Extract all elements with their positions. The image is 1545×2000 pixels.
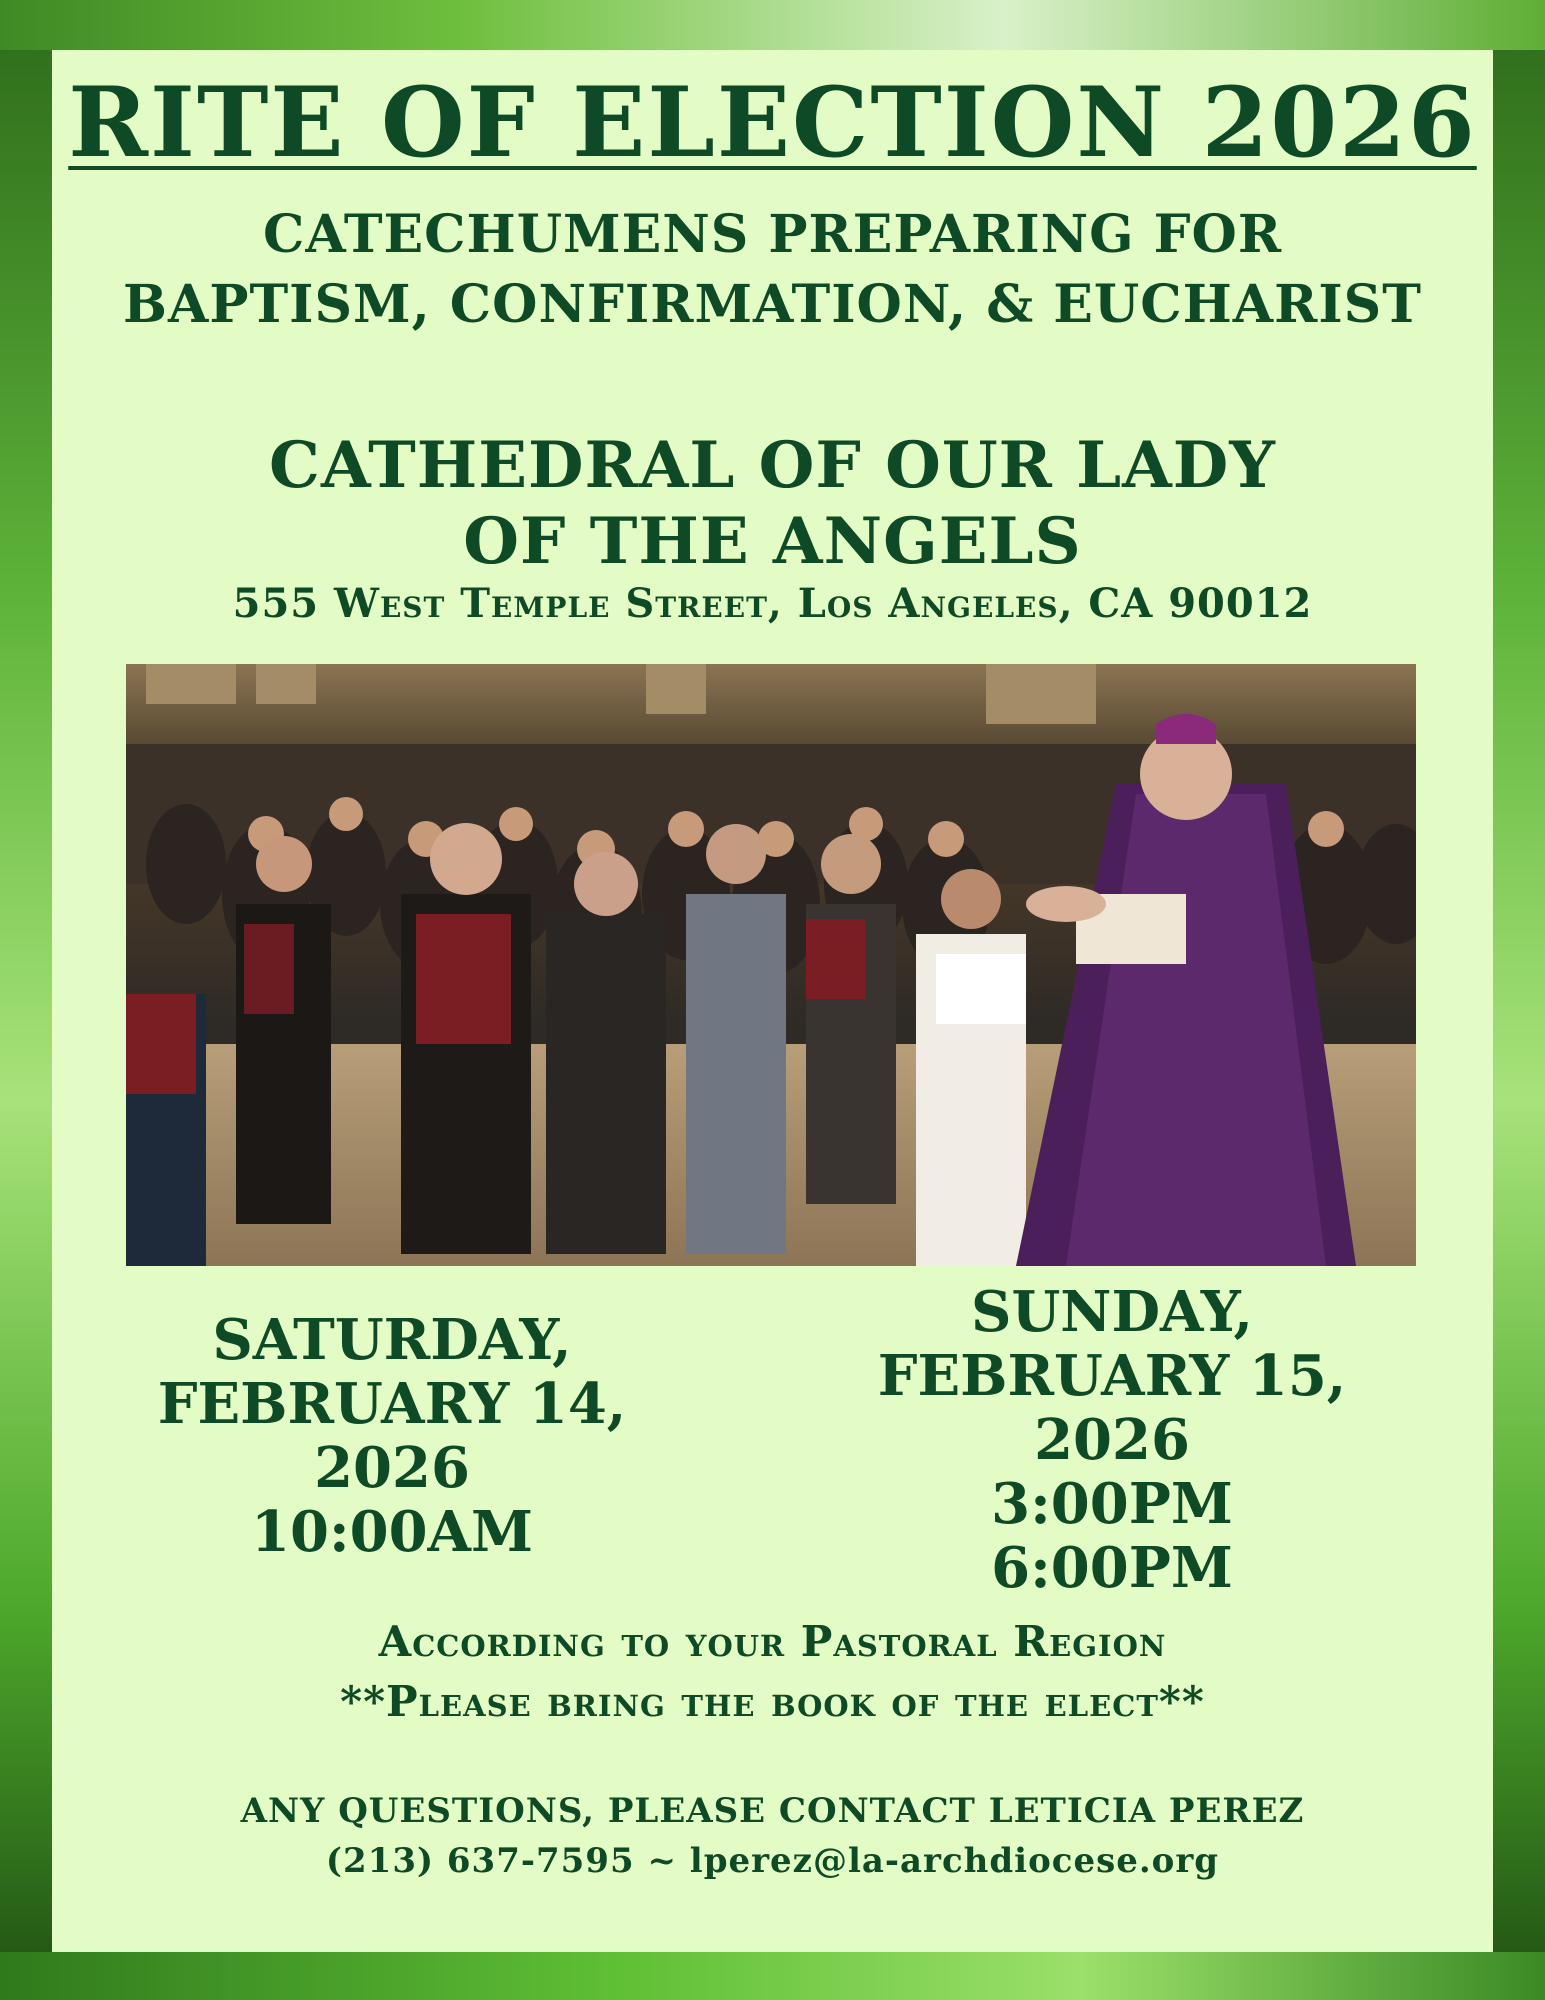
flyer-panel [52, 50, 1493, 1952]
frame-top [0, 0, 1545, 50]
saturday-day: SATURDAY, [212, 1307, 572, 1373]
sunday-time-1: 3:00PM [991, 1471, 1233, 1537]
venue-name [52, 428, 1493, 580]
sunday-schedule [792, 1280, 1432, 1600]
note-line-2: **Please bring the book of the elect** [340, 1677, 1205, 1726]
flyer-subtitle [52, 200, 1493, 340]
saturday-time: 10:00AM [251, 1499, 533, 1565]
flyer-title: RITE OF ELECTION 2026 [68, 66, 1477, 179]
contact-line-2: (213) 637-7595 ~ lperez@la-archdiocese.org [325, 1841, 1220, 1881]
contact-info [52, 1786, 1493, 1886]
note-line-1: According to your Pastoral Region [378, 1617, 1167, 1666]
venue-line-1: CATHEDRAL OF OUR LADY [269, 428, 1276, 503]
saturday-schedule [72, 1308, 712, 1564]
pastoral-note [52, 1612, 1493, 1732]
frame-right [1493, 0, 1545, 2000]
venue-address: 555 West Temple Street, Los Angeles, CA 90012 [232, 580, 1313, 627]
venue-line-2: OF THE ANGELS [463, 504, 1082, 579]
frame-bottom [0, 1952, 1545, 2000]
saturday-date: FEBRUARY 14, 2026 [157, 1371, 627, 1501]
contact-line-1: ANY QUESTIONS, PLEASE CONTACT LETICIA PEREZ [240, 1791, 1305, 1831]
sunday-day: SUNDAY, [971, 1279, 1253, 1345]
sunday-date: FEBRUARY 15, 2026 [877, 1343, 1347, 1473]
sunday-time-2: 6:00PM [991, 1535, 1233, 1601]
frame-left [0, 0, 52, 2000]
subtitle-line-1: CATECHUMENS PREPARING FOR [262, 204, 1283, 265]
subtitle-line-2: BAPTISM, CONFIRMATION, & EUCHARIST [123, 274, 1422, 335]
ceremony-photo [126, 664, 1416, 1266]
